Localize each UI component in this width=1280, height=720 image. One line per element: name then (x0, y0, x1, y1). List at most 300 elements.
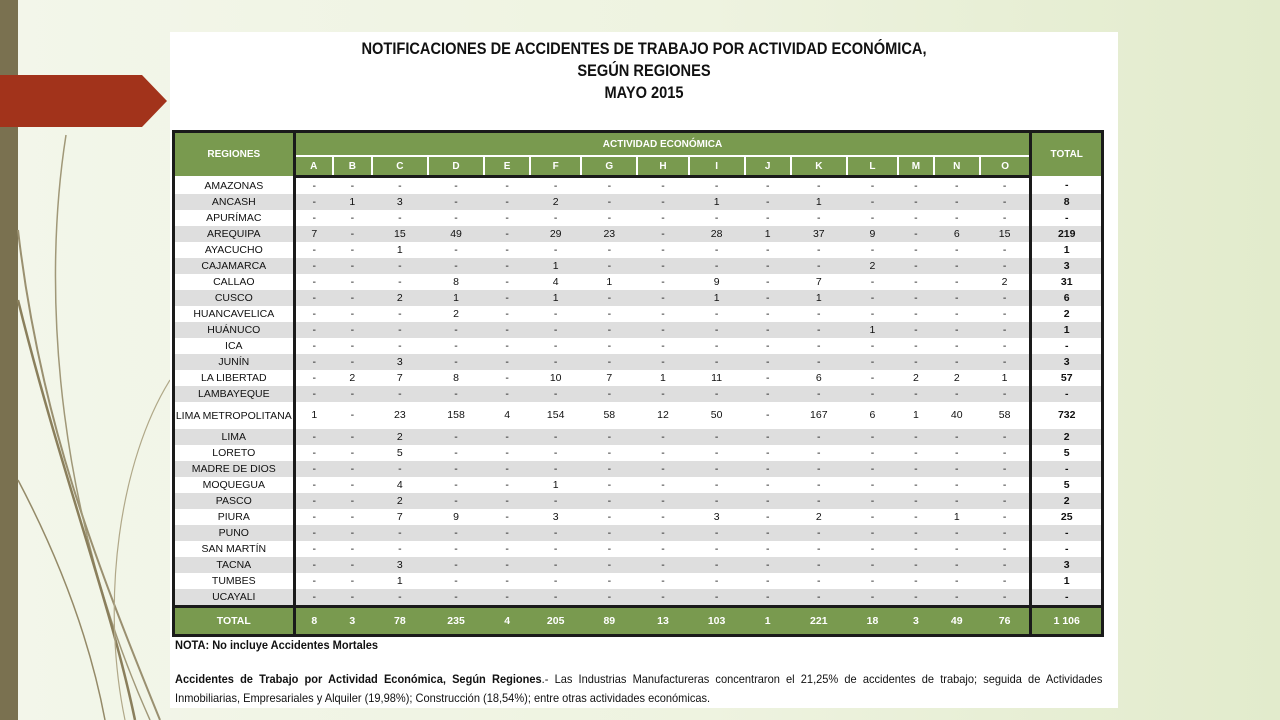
column-total: 221 (791, 607, 847, 636)
table-cell: - (428, 461, 484, 477)
region-name: HUANCAVELICA (174, 306, 295, 322)
table-cell: - (689, 322, 745, 338)
table-cell: - (689, 354, 745, 370)
table-cell: - (980, 386, 1031, 402)
region-name: JUNÍN (174, 354, 295, 370)
row-total: 3 (1031, 258, 1103, 274)
row-total: - (1031, 525, 1103, 541)
table-cell: - (898, 445, 934, 461)
table-cell: - (428, 557, 484, 573)
table-cell: - (689, 557, 745, 573)
table-cell: - (898, 226, 934, 242)
table-cell: 1 (372, 242, 428, 258)
table-cell: - (333, 429, 372, 445)
table-cell: 3 (372, 194, 428, 210)
table-cell: - (847, 242, 898, 258)
table-cell: - (898, 177, 934, 195)
table-cell: - (581, 445, 637, 461)
table-cell: - (333, 509, 372, 525)
region-name: APURÍMAC (174, 210, 295, 226)
table-cell: - (333, 557, 372, 573)
table-cell: - (791, 429, 847, 445)
table-cell: 7 (372, 509, 428, 525)
table-cell: - (294, 525, 333, 541)
table-cell: - (484, 177, 530, 195)
table-cell: 6 (791, 370, 847, 386)
table-cell: - (333, 525, 372, 541)
table-cell: - (934, 493, 980, 509)
table-cell: 2 (530, 194, 581, 210)
table-cell: 29 (530, 226, 581, 242)
table-cell: 1 (689, 194, 745, 210)
table-cell: - (581, 386, 637, 402)
table-cell: - (581, 258, 637, 274)
table-cell: - (898, 242, 934, 258)
table-cell: - (484, 242, 530, 258)
title-line-3: MAYO 2015 (604, 83, 684, 102)
table-cell: - (372, 322, 428, 338)
table-cell: - (637, 290, 688, 306)
table-cell: - (530, 306, 581, 322)
table-cell: - (581, 477, 637, 493)
region-name: LAMBAYEQUE (174, 386, 295, 402)
table-cell: - (637, 429, 688, 445)
table-cell: - (934, 461, 980, 477)
table-cell: 3 (372, 557, 428, 573)
column-header-d: D (428, 156, 484, 177)
table-cell: - (530, 589, 581, 607)
table-cell: - (333, 242, 372, 258)
table-cell: - (581, 177, 637, 195)
table-cell: - (372, 461, 428, 477)
table-cell: - (294, 274, 333, 290)
table-cell: - (745, 274, 791, 290)
table-cell: - (333, 354, 372, 370)
table-cell: - (847, 557, 898, 573)
table-cell: - (847, 290, 898, 306)
table-cell: 58 (980, 402, 1031, 429)
table-cell: - (934, 477, 980, 493)
table-cell: 2 (428, 306, 484, 322)
table-cell: 3 (530, 509, 581, 525)
table-row (174, 338, 1103, 354)
table-cell: - (484, 477, 530, 493)
table-cell: - (745, 557, 791, 573)
region-name: ICA (174, 338, 295, 354)
region-name: HUÁNUCO (174, 322, 295, 338)
table-cell: - (980, 290, 1031, 306)
table-cell: - (898, 589, 934, 607)
table-row (174, 226, 1103, 242)
table-cell: 5 (372, 445, 428, 461)
column-total: 1 (745, 607, 791, 636)
column-header-c: C (372, 156, 428, 177)
table-cell: 1 (530, 477, 581, 493)
table-cell: - (934, 354, 980, 370)
table-cell: 2 (847, 258, 898, 274)
table-cell: - (745, 541, 791, 557)
table-row (174, 573, 1103, 589)
table-cell: - (428, 322, 484, 338)
table-cell: - (689, 589, 745, 607)
table-row (174, 194, 1103, 210)
region-name: LORETO (174, 445, 295, 461)
table-cell: - (934, 177, 980, 195)
table-cell: - (934, 525, 980, 541)
table-cell: - (898, 461, 934, 477)
table-cell: - (847, 354, 898, 370)
table-cell: - (484, 370, 530, 386)
grand-total: 1 106 (1031, 607, 1103, 636)
table-cell: - (689, 258, 745, 274)
table-cell: 1 (637, 370, 688, 386)
totals-label: TOTAL (174, 607, 295, 636)
table-cell: - (637, 210, 688, 226)
table-cell: 2 (372, 493, 428, 509)
region-name: SAN MARTÍN (174, 541, 295, 557)
table-cell: - (581, 557, 637, 573)
table-cell: - (847, 573, 898, 589)
column-total: 78 (372, 607, 428, 636)
description-lead: Accidentes de Trabajo por Actividad Económica, Según Regiones (175, 672, 542, 686)
table-cell: - (847, 274, 898, 290)
table-cell: - (847, 306, 898, 322)
table-cell: - (581, 493, 637, 509)
table-cell: - (689, 461, 745, 477)
table-cell: - (898, 477, 934, 493)
table-cell: - (689, 445, 745, 461)
page-title (236, 38, 1051, 104)
row-total: 3 (1031, 557, 1103, 573)
row-total: - (1031, 461, 1103, 477)
column-header-g: G (581, 156, 637, 177)
table-cell: - (847, 461, 898, 477)
region-name: TUMBES (174, 573, 295, 589)
table-cell: - (847, 338, 898, 354)
table-cell: - (484, 306, 530, 322)
table-cell: 1 (847, 322, 898, 338)
table-cell: - (294, 541, 333, 557)
table-cell: - (294, 242, 333, 258)
table-cell: - (791, 354, 847, 370)
table-cell: - (484, 445, 530, 461)
table-cell: - (898, 354, 934, 370)
table-cell: - (980, 242, 1031, 258)
table-cell: - (294, 210, 333, 226)
table-cell: - (581, 461, 637, 477)
table-cell: - (847, 386, 898, 402)
table-cell: - (484, 290, 530, 306)
table-cell: - (898, 258, 934, 274)
table-cell: - (333, 322, 372, 338)
table-cell: - (530, 177, 581, 195)
table-cell: - (484, 226, 530, 242)
table-cell: 2 (372, 290, 428, 306)
table-cell: 2 (372, 429, 428, 445)
table-cell: - (333, 493, 372, 509)
table-cell: 28 (689, 226, 745, 242)
table-cell: - (980, 493, 1031, 509)
column-header-i: I (689, 156, 745, 177)
table-cell: - (484, 338, 530, 354)
table-row (174, 306, 1103, 322)
column-header-b: B (333, 156, 372, 177)
region-name: AMAZONAS (174, 177, 295, 195)
table-row (174, 477, 1103, 493)
table-cell: 4 (530, 274, 581, 290)
table-cell: - (428, 589, 484, 607)
table-cell: - (689, 573, 745, 589)
region-name: LIMA METROPOLITANA (174, 402, 295, 429)
row-total: - (1031, 177, 1103, 195)
table-cell: 37 (791, 226, 847, 242)
region-name: PASCO (174, 493, 295, 509)
table-cell: - (333, 177, 372, 195)
table-cell: 2 (980, 274, 1031, 290)
table-cell: - (898, 274, 934, 290)
table-cell: - (484, 525, 530, 541)
table-cell: - (847, 445, 898, 461)
table-cell: - (294, 290, 333, 306)
table-cell: - (294, 370, 333, 386)
table-cell: - (484, 461, 530, 477)
table-cell: - (847, 509, 898, 525)
table-cell: - (484, 258, 530, 274)
table-cell: - (294, 509, 333, 525)
table-cell: 10 (530, 370, 581, 386)
table-cell: - (294, 557, 333, 573)
table-cell: - (294, 338, 333, 354)
table-cell: - (689, 525, 745, 541)
table-cell: - (791, 461, 847, 477)
table-cell: - (333, 290, 372, 306)
table-cell: - (637, 477, 688, 493)
table-cell: - (294, 445, 333, 461)
table-cell: - (898, 493, 934, 509)
table-cell: - (372, 210, 428, 226)
table-cell: - (847, 541, 898, 557)
table-cell: - (898, 306, 934, 322)
table-cell: - (689, 429, 745, 445)
table-cell: 7 (581, 370, 637, 386)
description-paragraph (175, 670, 1102, 708)
row-total: - (1031, 338, 1103, 354)
table-cell: - (934, 194, 980, 210)
table-cell: - (791, 306, 847, 322)
table-cell: - (898, 509, 934, 525)
table-cell: - (484, 509, 530, 525)
table-cell: - (637, 338, 688, 354)
table-cell: - (581, 306, 637, 322)
table-cell: - (294, 258, 333, 274)
row-total: - (1031, 541, 1103, 557)
table-cell: - (294, 589, 333, 607)
accidents-table (172, 130, 1104, 637)
table-cell: - (745, 290, 791, 306)
table-cell: - (294, 573, 333, 589)
table-cell: - (791, 445, 847, 461)
table-cell: - (934, 386, 980, 402)
table-cell: - (934, 589, 980, 607)
table-cell: - (847, 525, 898, 541)
table-cell: - (637, 354, 688, 370)
table-cell: - (791, 258, 847, 274)
table-cell: - (294, 461, 333, 477)
row-total: 6 (1031, 290, 1103, 306)
table-row (174, 210, 1103, 226)
table-cell: - (484, 386, 530, 402)
table-cell: 7 (791, 274, 847, 290)
table-cell: - (791, 386, 847, 402)
region-name: LA LIBERTAD (174, 370, 295, 386)
table-cell: - (898, 290, 934, 306)
table-cell: - (530, 445, 581, 461)
table-cell: - (689, 493, 745, 509)
table-row (174, 370, 1103, 386)
table-cell: - (530, 557, 581, 573)
row-total: 25 (1031, 509, 1103, 525)
table-cell: - (934, 541, 980, 557)
column-header-o: O (980, 156, 1031, 177)
table-cell: 1 (745, 226, 791, 242)
table-cell: - (980, 541, 1031, 557)
table-cell: - (484, 210, 530, 226)
table-cell: - (484, 354, 530, 370)
table-cell: - (745, 386, 791, 402)
table-cell: - (689, 541, 745, 557)
table-cell: - (372, 306, 428, 322)
table-cell: - (637, 557, 688, 573)
table-cell: - (791, 557, 847, 573)
region-name: MOQUEGUA (174, 477, 295, 493)
table-cell: 154 (530, 402, 581, 429)
table-cell: - (980, 210, 1031, 226)
table-cell: 50 (689, 402, 745, 429)
region-name: AYACUCHO (174, 242, 295, 258)
table-cell: 1 (333, 194, 372, 210)
region-name: MADRE DE DIOS (174, 461, 295, 477)
table-cell: - (847, 210, 898, 226)
table-cell: - (294, 354, 333, 370)
column-total: 89 (581, 607, 637, 636)
table-cell: - (980, 461, 1031, 477)
table-row (174, 274, 1103, 290)
table-cell: - (980, 177, 1031, 195)
table-row (174, 402, 1103, 429)
table-cell: - (934, 445, 980, 461)
table-cell: 3 (372, 354, 428, 370)
table-cell: - (581, 354, 637, 370)
table-cell: 4 (372, 477, 428, 493)
table-cell: - (428, 493, 484, 509)
table-cell: - (847, 370, 898, 386)
column-header-l: L (847, 156, 898, 177)
table-cell: 1 (294, 402, 333, 429)
table-cell: - (980, 557, 1031, 573)
table-cell: - (980, 322, 1031, 338)
column-header-m: M (898, 156, 934, 177)
table-cell: - (294, 477, 333, 493)
table-row (174, 258, 1103, 274)
table-cell: - (689, 210, 745, 226)
table-cell: - (581, 509, 637, 525)
table-cell: - (484, 589, 530, 607)
table-cell: - (745, 258, 791, 274)
table-cell: - (294, 177, 333, 195)
table-cell: - (428, 445, 484, 461)
table-cell: - (980, 509, 1031, 525)
table-cell: - (428, 477, 484, 493)
table-cell: 23 (581, 226, 637, 242)
row-total: 3 (1031, 354, 1103, 370)
row-total: 57 (1031, 370, 1103, 386)
table-cell: - (745, 370, 791, 386)
table-cell: - (980, 525, 1031, 541)
table-cell: 1 (980, 370, 1031, 386)
table-cell: - (637, 493, 688, 509)
table-cell: - (530, 242, 581, 258)
table-cell: - (745, 429, 791, 445)
table-cell: - (980, 258, 1031, 274)
table-cell: - (372, 274, 428, 290)
table-cell: - (637, 306, 688, 322)
table-cell: 9 (428, 509, 484, 525)
table-cell: - (745, 210, 791, 226)
row-total: 31 (1031, 274, 1103, 290)
table-cell: - (333, 445, 372, 461)
table-cell: - (791, 210, 847, 226)
table-cell: - (372, 589, 428, 607)
column-total: 3 (333, 607, 372, 636)
table-cell: 2 (791, 509, 847, 525)
table-row (174, 589, 1103, 607)
table-cell: - (745, 338, 791, 354)
red-arrow-tab (0, 75, 167, 127)
table-cell: - (791, 338, 847, 354)
table-row (174, 290, 1103, 306)
column-total: 76 (980, 607, 1031, 636)
table-cell: - (372, 338, 428, 354)
table-row (174, 429, 1103, 445)
table-cell: 4 (484, 402, 530, 429)
table-cell: 1 (581, 274, 637, 290)
table-cell: - (428, 541, 484, 557)
table-cell: - (934, 322, 980, 338)
table-cell: 3 (689, 509, 745, 525)
row-total: 219 (1031, 226, 1103, 242)
table-cell: - (934, 290, 980, 306)
table-cell: - (745, 525, 791, 541)
table-row (174, 557, 1103, 573)
column-header-e: E (484, 156, 530, 177)
row-total: 1 (1031, 322, 1103, 338)
table-cell: - (581, 290, 637, 306)
table-cell: - (484, 322, 530, 338)
table-cell: - (530, 461, 581, 477)
table-cell: - (898, 557, 934, 573)
table-cell: - (934, 338, 980, 354)
table-cell: - (745, 402, 791, 429)
table-cell: - (980, 354, 1031, 370)
table-cell: 8 (428, 274, 484, 290)
table-cell: - (637, 322, 688, 338)
table-cell: 7 (294, 226, 333, 242)
row-total: 2 (1031, 429, 1103, 445)
table-cell: - (745, 509, 791, 525)
table-cell: - (333, 274, 372, 290)
table-cell: - (428, 177, 484, 195)
table-cell: - (294, 429, 333, 445)
